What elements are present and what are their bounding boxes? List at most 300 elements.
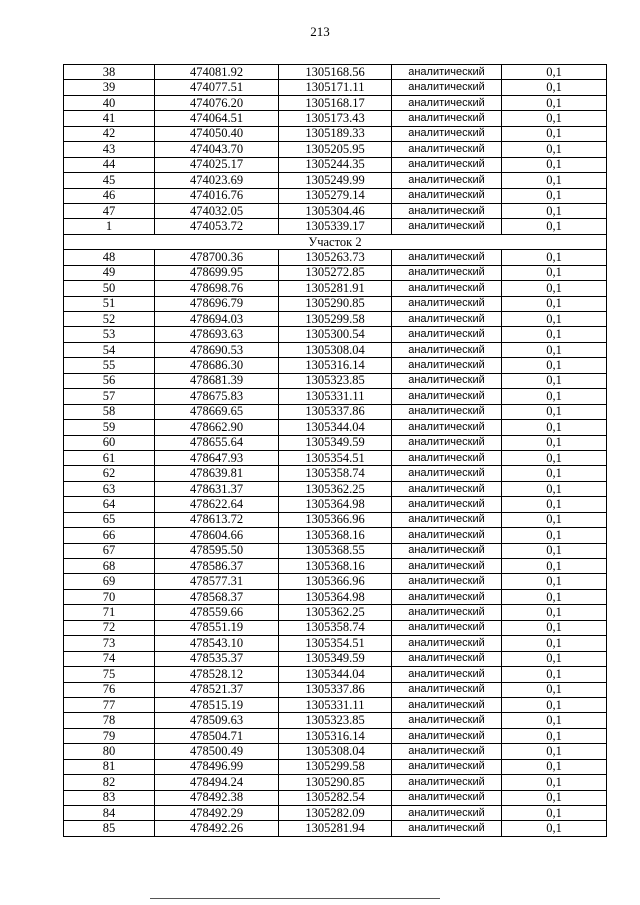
- point-number-cell: 52: [64, 312, 155, 327]
- accuracy-cell: 0,1: [502, 728, 607, 743]
- x-coordinate-cell: 478492.29: [155, 806, 279, 821]
- method-cell: аналитический: [392, 327, 502, 342]
- table-row: [64, 373, 607, 388]
- y-coordinate-cell: 1305272.85: [279, 265, 392, 280]
- y-coordinate-cell: 1305358.74: [279, 466, 392, 481]
- table-row: [64, 404, 607, 419]
- method-cell: аналитический: [392, 775, 502, 790]
- accuracy-cell: 0,1: [502, 636, 607, 651]
- accuracy-cell: 0,1: [502, 342, 607, 357]
- table-row: [64, 528, 607, 543]
- accuracy-cell: 0,1: [502, 806, 607, 821]
- y-coordinate-cell: 1305349.59: [279, 435, 392, 450]
- point-number-cell: 75: [64, 667, 155, 682]
- point-number-cell: 67: [64, 543, 155, 558]
- accuracy-cell: 0,1: [502, 358, 607, 373]
- table-row: [64, 744, 607, 759]
- y-coordinate-cell: 1305299.58: [279, 312, 392, 327]
- accuracy-cell: 0,1: [502, 620, 607, 635]
- x-coordinate-cell: 478492.26: [155, 821, 279, 836]
- accuracy-cell: 0,1: [502, 420, 607, 435]
- accuracy-cell: 0,1: [502, 188, 607, 203]
- point-number-cell: 77: [64, 697, 155, 712]
- y-coordinate-cell: 1305331.11: [279, 697, 392, 712]
- method-cell: аналитический: [392, 466, 502, 481]
- point-number-cell: 66: [64, 528, 155, 543]
- method-cell: аналитический: [392, 373, 502, 388]
- x-coordinate-cell: 478698.76: [155, 281, 279, 296]
- accuracy-cell: 0,1: [502, 450, 607, 465]
- table-row: [64, 281, 607, 296]
- x-coordinate-cell: 474076.20: [155, 95, 279, 110]
- point-number-cell: 71: [64, 605, 155, 620]
- section-header-row: [64, 234, 607, 249]
- y-coordinate-cell: 1305364.98: [279, 589, 392, 604]
- method-cell: аналитический: [392, 697, 502, 712]
- point-number-cell: 65: [64, 512, 155, 527]
- x-coordinate-cell: 478669.65: [155, 404, 279, 419]
- accuracy-cell: 0,1: [502, 327, 607, 342]
- accuracy-cell: 0,1: [502, 157, 607, 172]
- x-coordinate-cell: 478693.63: [155, 327, 279, 342]
- point-number-cell: 64: [64, 497, 155, 512]
- y-coordinate-cell: 1305263.73: [279, 250, 392, 265]
- y-coordinate-cell: 1305358.74: [279, 620, 392, 635]
- x-coordinate-cell: 478559.66: [155, 605, 279, 620]
- x-coordinate-cell: 474016.76: [155, 188, 279, 203]
- table-row: [64, 219, 607, 234]
- x-coordinate-cell: 478686.30: [155, 358, 279, 373]
- table-row: [64, 126, 607, 141]
- y-coordinate-cell: 1305282.54: [279, 790, 392, 805]
- page-number: 213: [310, 24, 330, 39]
- x-coordinate-cell: 474050.40: [155, 126, 279, 141]
- method-cell: аналитический: [392, 342, 502, 357]
- point-number-cell: 58: [64, 404, 155, 419]
- table-row: [64, 95, 607, 110]
- table-row: [64, 589, 607, 604]
- table-row: [64, 821, 607, 836]
- accuracy-cell: 0,1: [502, 790, 607, 805]
- table-row: [64, 188, 607, 203]
- accuracy-cell: 0,1: [502, 821, 607, 836]
- x-coordinate-cell: 478496.99: [155, 759, 279, 774]
- table-row: [64, 574, 607, 589]
- point-number-cell: 40: [64, 95, 155, 110]
- method-cell: аналитический: [392, 173, 502, 188]
- table-row: [64, 512, 607, 527]
- y-coordinate-cell: 1305344.04: [279, 667, 392, 682]
- point-number-cell: 56: [64, 373, 155, 388]
- table-row: [64, 296, 607, 311]
- y-coordinate-cell: 1305366.96: [279, 512, 392, 527]
- y-coordinate-cell: 1305339.17: [279, 219, 392, 234]
- point-number-cell: 73: [64, 636, 155, 651]
- accuracy-cell: 0,1: [502, 605, 607, 620]
- accuracy-cell: 0,1: [502, 126, 607, 141]
- method-cell: аналитический: [392, 728, 502, 743]
- y-coordinate-cell: 1305368.16: [279, 528, 392, 543]
- y-coordinate-cell: 1305244.35: [279, 157, 392, 172]
- accuracy-cell: 0,1: [502, 281, 607, 296]
- y-coordinate-cell: 1305316.14: [279, 728, 392, 743]
- x-coordinate-cell: 478681.39: [155, 373, 279, 388]
- method-cell: аналитический: [392, 759, 502, 774]
- x-coordinate-cell: 478622.64: [155, 497, 279, 512]
- x-coordinate-cell: 478690.53: [155, 342, 279, 357]
- y-coordinate-cell: 1305290.85: [279, 296, 392, 311]
- method-cell: аналитический: [392, 713, 502, 728]
- table-row: [64, 389, 607, 404]
- x-coordinate-cell: 478694.03: [155, 312, 279, 327]
- point-number-cell: 82: [64, 775, 155, 790]
- y-coordinate-cell: 1305323.85: [279, 373, 392, 388]
- x-coordinate-cell: 478492.38: [155, 790, 279, 805]
- point-number-cell: 85: [64, 821, 155, 836]
- x-coordinate-cell: 478647.93: [155, 450, 279, 465]
- method-cell: аналитический: [392, 203, 502, 218]
- method-cell: аналитический: [392, 142, 502, 157]
- accuracy-cell: 0,1: [502, 589, 607, 604]
- accuracy-cell: 0,1: [502, 80, 607, 95]
- y-coordinate-cell: 1305189.33: [279, 126, 392, 141]
- point-number-cell: 74: [64, 651, 155, 666]
- point-number-cell: 1: [64, 219, 155, 234]
- x-coordinate-cell: 474053.72: [155, 219, 279, 234]
- table-row: [64, 250, 607, 265]
- y-coordinate-cell: 1305279.14: [279, 188, 392, 203]
- x-coordinate-cell: 474081.92: [155, 65, 279, 80]
- y-coordinate-cell: 1305168.17: [279, 95, 392, 110]
- accuracy-cell: 0,1: [502, 389, 607, 404]
- table-row: [64, 142, 607, 157]
- accuracy-cell: 0,1: [502, 404, 607, 419]
- table-row: [64, 203, 607, 218]
- x-coordinate-cell: 478528.12: [155, 667, 279, 682]
- method-cell: аналитический: [392, 157, 502, 172]
- point-number-cell: 68: [64, 559, 155, 574]
- point-number-cell: 61: [64, 450, 155, 465]
- table-row: [64, 713, 607, 728]
- y-coordinate-cell: 1305316.14: [279, 358, 392, 373]
- point-number-cell: 69: [64, 574, 155, 589]
- point-number-cell: 49: [64, 265, 155, 280]
- table-row: [64, 80, 607, 95]
- y-coordinate-cell: 1305323.85: [279, 713, 392, 728]
- point-number-cell: 60: [64, 435, 155, 450]
- point-number-cell: 84: [64, 806, 155, 821]
- accuracy-cell: 0,1: [502, 682, 607, 697]
- y-coordinate-cell: 1305205.95: [279, 142, 392, 157]
- y-coordinate-cell: 1305173.43: [279, 111, 392, 126]
- scan-bottom-line: [150, 898, 440, 899]
- x-coordinate-cell: 478509.63: [155, 713, 279, 728]
- accuracy-cell: 0,1: [502, 775, 607, 790]
- accuracy-cell: 0,1: [502, 219, 607, 234]
- point-number-cell: 39: [64, 80, 155, 95]
- table-row: [64, 265, 607, 280]
- table-row: [64, 327, 607, 342]
- point-number-cell: 63: [64, 481, 155, 496]
- point-number-cell: 51: [64, 296, 155, 311]
- x-coordinate-cell: 478631.37: [155, 481, 279, 496]
- method-cell: аналитический: [392, 497, 502, 512]
- point-number-cell: 46: [64, 188, 155, 203]
- y-coordinate-cell: 1305366.96: [279, 574, 392, 589]
- point-number-cell: 76: [64, 682, 155, 697]
- x-coordinate-cell: 478504.71: [155, 728, 279, 743]
- section-title: Участок 2: [64, 234, 607, 249]
- accuracy-cell: 0,1: [502, 373, 607, 388]
- accuracy-cell: 0,1: [502, 713, 607, 728]
- method-cell: аналитический: [392, 682, 502, 697]
- x-coordinate-cell: 478675.83: [155, 389, 279, 404]
- x-coordinate-cell: 478655.64: [155, 435, 279, 450]
- table-row: [64, 342, 607, 357]
- point-number-cell: 62: [64, 466, 155, 481]
- method-cell: аналитический: [392, 65, 502, 80]
- table-row: [64, 358, 607, 373]
- x-coordinate-cell: 474032.05: [155, 203, 279, 218]
- table-row: [64, 682, 607, 697]
- x-coordinate-cell: 478568.37: [155, 589, 279, 604]
- table-row: [64, 173, 607, 188]
- table-row: [64, 559, 607, 574]
- point-number-cell: 54: [64, 342, 155, 357]
- method-cell: аналитический: [392, 80, 502, 95]
- point-number-cell: 43: [64, 142, 155, 157]
- method-cell: аналитический: [392, 636, 502, 651]
- table-row: [64, 497, 607, 512]
- x-coordinate-cell: 478521.37: [155, 682, 279, 697]
- method-cell: аналитический: [392, 605, 502, 620]
- coordinates-table-body: [64, 65, 607, 837]
- y-coordinate-cell: 1305368.55: [279, 543, 392, 558]
- accuracy-cell: 0,1: [502, 543, 607, 558]
- table-row: [64, 620, 607, 635]
- table-row: [64, 312, 607, 327]
- table-row: [64, 450, 607, 465]
- method-cell: аналитический: [392, 312, 502, 327]
- table-row: [64, 111, 607, 126]
- point-number-cell: 42: [64, 126, 155, 141]
- y-coordinate-cell: 1305364.98: [279, 497, 392, 512]
- y-coordinate-cell: 1305349.59: [279, 651, 392, 666]
- accuracy-cell: 0,1: [502, 481, 607, 496]
- table-row: [64, 636, 607, 651]
- x-coordinate-cell: 478604.66: [155, 528, 279, 543]
- method-cell: аналитический: [392, 667, 502, 682]
- x-coordinate-cell: 478551.19: [155, 620, 279, 635]
- table-row: [64, 466, 607, 481]
- table-row: [64, 775, 607, 790]
- table-row: [64, 65, 607, 80]
- point-number-cell: 50: [64, 281, 155, 296]
- x-coordinate-cell: 474025.17: [155, 157, 279, 172]
- y-coordinate-cell: 1305281.94: [279, 821, 392, 836]
- coordinates-table: [63, 64, 607, 837]
- accuracy-cell: 0,1: [502, 651, 607, 666]
- table-row: [64, 697, 607, 712]
- y-coordinate-cell: 1305337.86: [279, 682, 392, 697]
- method-cell: аналитический: [392, 265, 502, 280]
- y-coordinate-cell: 1305299.58: [279, 759, 392, 774]
- table-row: [64, 420, 607, 435]
- x-coordinate-cell: 478515.19: [155, 697, 279, 712]
- method-cell: аналитический: [392, 528, 502, 543]
- method-cell: аналитический: [392, 790, 502, 805]
- x-coordinate-cell: 478577.31: [155, 574, 279, 589]
- method-cell: аналитический: [392, 806, 502, 821]
- x-coordinate-cell: 474043.70: [155, 142, 279, 157]
- point-number-cell: 80: [64, 744, 155, 759]
- point-number-cell: 70: [64, 589, 155, 604]
- accuracy-cell: 0,1: [502, 265, 607, 280]
- method-cell: аналитический: [392, 559, 502, 574]
- x-coordinate-cell: 478699.95: [155, 265, 279, 280]
- y-coordinate-cell: 1305282.09: [279, 806, 392, 821]
- y-coordinate-cell: 1305362.25: [279, 481, 392, 496]
- x-coordinate-cell: 478700.36: [155, 250, 279, 265]
- y-coordinate-cell: 1305368.16: [279, 559, 392, 574]
- method-cell: аналитический: [392, 420, 502, 435]
- point-number-cell: 38: [64, 65, 155, 80]
- point-number-cell: 44: [64, 157, 155, 172]
- y-coordinate-cell: 1305331.11: [279, 389, 392, 404]
- x-coordinate-cell: 478543.10: [155, 636, 279, 651]
- method-cell: аналитический: [392, 126, 502, 141]
- method-cell: аналитический: [392, 281, 502, 296]
- point-number-cell: 47: [64, 203, 155, 218]
- x-coordinate-cell: 474064.51: [155, 111, 279, 126]
- table-row: [64, 667, 607, 682]
- point-number-cell: 78: [64, 713, 155, 728]
- table-row: [64, 806, 607, 821]
- x-coordinate-cell: 478494.24: [155, 775, 279, 790]
- accuracy-cell: 0,1: [502, 142, 607, 157]
- accuracy-cell: 0,1: [502, 173, 607, 188]
- point-number-cell: 53: [64, 327, 155, 342]
- method-cell: аналитический: [392, 744, 502, 759]
- point-number-cell: 45: [64, 173, 155, 188]
- x-coordinate-cell: 478586.37: [155, 559, 279, 574]
- method-cell: аналитический: [392, 250, 502, 265]
- accuracy-cell: 0,1: [502, 203, 607, 218]
- x-coordinate-cell: 478639.81: [155, 466, 279, 481]
- method-cell: аналитический: [392, 404, 502, 419]
- table-row: [64, 543, 607, 558]
- table-row: [64, 435, 607, 450]
- method-cell: аналитический: [392, 450, 502, 465]
- y-coordinate-cell: 1305171.11: [279, 80, 392, 95]
- table-row: [64, 728, 607, 743]
- table-row: [64, 605, 607, 620]
- table-row: [64, 651, 607, 666]
- y-coordinate-cell: 1305168.56: [279, 65, 392, 80]
- x-coordinate-cell: 478662.90: [155, 420, 279, 435]
- accuracy-cell: 0,1: [502, 574, 607, 589]
- table-row: [64, 157, 607, 172]
- method-cell: аналитический: [392, 111, 502, 126]
- table-row: [64, 759, 607, 774]
- x-coordinate-cell: 478595.50: [155, 543, 279, 558]
- accuracy-cell: 0,1: [502, 466, 607, 481]
- accuracy-cell: 0,1: [502, 65, 607, 80]
- accuracy-cell: 0,1: [502, 250, 607, 265]
- accuracy-cell: 0,1: [502, 312, 607, 327]
- x-coordinate-cell: 478696.79: [155, 296, 279, 311]
- accuracy-cell: 0,1: [502, 744, 607, 759]
- accuracy-cell: 0,1: [502, 296, 607, 311]
- y-coordinate-cell: 1305304.46: [279, 203, 392, 218]
- table-row: [64, 481, 607, 496]
- y-coordinate-cell: 1305354.51: [279, 636, 392, 651]
- x-coordinate-cell: 478613.72: [155, 512, 279, 527]
- x-coordinate-cell: 474023.69: [155, 173, 279, 188]
- method-cell: аналитический: [392, 188, 502, 203]
- y-coordinate-cell: 1305354.51: [279, 450, 392, 465]
- accuracy-cell: 0,1: [502, 512, 607, 527]
- point-number-cell: 79: [64, 728, 155, 743]
- y-coordinate-cell: 1305362.25: [279, 605, 392, 620]
- y-coordinate-cell: 1305344.04: [279, 420, 392, 435]
- point-number-cell: 55: [64, 358, 155, 373]
- accuracy-cell: 0,1: [502, 697, 607, 712]
- y-coordinate-cell: 1305281.91: [279, 281, 392, 296]
- x-coordinate-cell: 478500.49: [155, 744, 279, 759]
- y-coordinate-cell: 1305300.54: [279, 327, 392, 342]
- point-number-cell: 48: [64, 250, 155, 265]
- method-cell: аналитический: [392, 358, 502, 373]
- method-cell: аналитический: [392, 589, 502, 604]
- accuracy-cell: 0,1: [502, 667, 607, 682]
- x-coordinate-cell: 478535.37: [155, 651, 279, 666]
- method-cell: аналитический: [392, 543, 502, 558]
- method-cell: аналитический: [392, 481, 502, 496]
- point-number-cell: 41: [64, 111, 155, 126]
- point-number-cell: 72: [64, 620, 155, 635]
- point-number-cell: 81: [64, 759, 155, 774]
- accuracy-cell: 0,1: [502, 435, 607, 450]
- point-number-cell: 59: [64, 420, 155, 435]
- y-coordinate-cell: 1305249.99: [279, 173, 392, 188]
- y-coordinate-cell: 1305337.86: [279, 404, 392, 419]
- accuracy-cell: 0,1: [502, 111, 607, 126]
- method-cell: аналитический: [392, 95, 502, 110]
- y-coordinate-cell: 1305308.04: [279, 744, 392, 759]
- method-cell: аналитический: [392, 821, 502, 836]
- y-coordinate-cell: 1305290.85: [279, 775, 392, 790]
- point-number-cell: 57: [64, 389, 155, 404]
- method-cell: аналитический: [392, 574, 502, 589]
- method-cell: аналитический: [392, 512, 502, 527]
- method-cell: аналитический: [392, 620, 502, 635]
- x-coordinate-cell: 474077.51: [155, 80, 279, 95]
- point-number-cell: 83: [64, 790, 155, 805]
- method-cell: аналитический: [392, 296, 502, 311]
- accuracy-cell: 0,1: [502, 759, 607, 774]
- method-cell: аналитический: [392, 435, 502, 450]
- table-row: [64, 790, 607, 805]
- accuracy-cell: 0,1: [502, 497, 607, 512]
- method-cell: аналитический: [392, 389, 502, 404]
- accuracy-cell: 0,1: [502, 528, 607, 543]
- accuracy-cell: 0,1: [502, 559, 607, 574]
- y-coordinate-cell: 1305308.04: [279, 342, 392, 357]
- accuracy-cell: 0,1: [502, 95, 607, 110]
- method-cell: аналитический: [392, 219, 502, 234]
- method-cell: аналитический: [392, 651, 502, 666]
